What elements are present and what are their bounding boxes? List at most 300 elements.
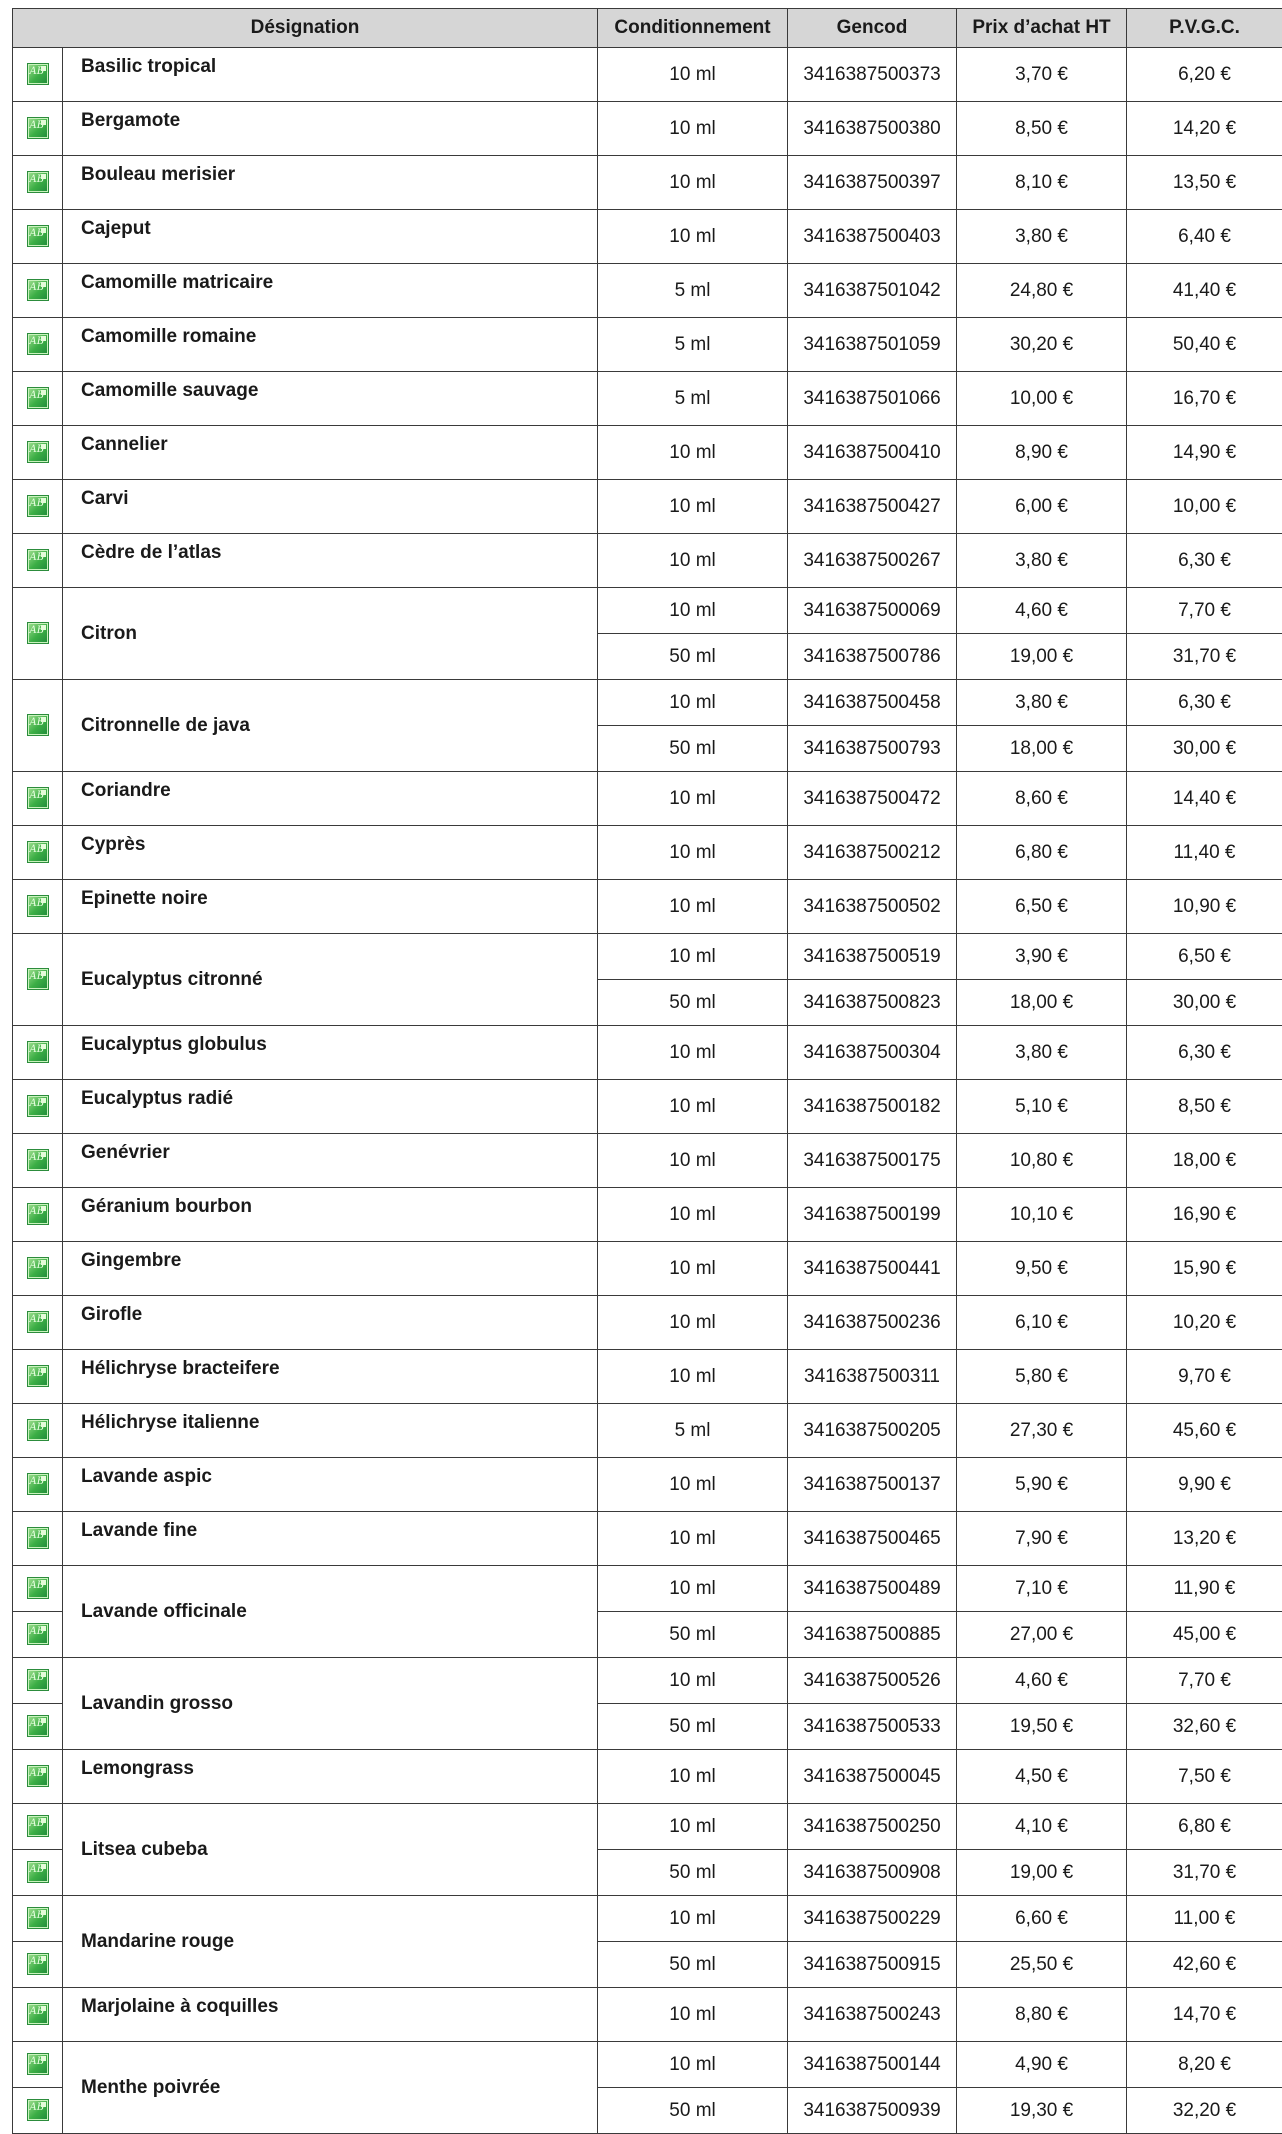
pvgc-cell: 10,90 €: [1127, 880, 1282, 934]
gencod-cell: 3416387501066: [788, 372, 957, 426]
icon-cell: [13, 1804, 63, 1850]
prix-achat-cell: 3,70 €: [957, 48, 1127, 102]
pvgc-cell: 31,70 €: [1127, 1850, 1282, 1896]
prix-achat-cell: 3,90 €: [957, 934, 1127, 980]
ab-product-icon: [27, 787, 49, 809]
conditionnement-cell: 10 ml: [598, 1512, 788, 1566]
conditionnement-cell: 50 ml: [598, 2088, 788, 2134]
table-row: [13, 588, 1282, 634]
icon-cell: [13, 1896, 63, 1942]
ab-product-icon: [27, 895, 49, 917]
pvgc-cell: 11,00 €: [1127, 1896, 1282, 1942]
product-name: Bouleau merisier: [63, 156, 598, 210]
conditionnement-cell: 50 ml: [598, 980, 788, 1026]
icon-cell: [13, 588, 63, 680]
gencod-cell: 3416387501059: [788, 318, 957, 372]
pvgc-cell: 9,70 €: [1127, 1350, 1282, 1404]
prix-achat-cell: 3,80 €: [957, 534, 1127, 588]
table-row: [13, 1566, 1282, 1612]
conditionnement-cell: 50 ml: [598, 634, 788, 680]
ab-product-icon: [27, 714, 49, 736]
prix-achat-cell: 4,60 €: [957, 1658, 1127, 1704]
prix-achat-cell: 18,00 €: [957, 980, 1127, 1026]
ab-product-icon: [27, 841, 49, 863]
prix-achat-cell: 8,80 €: [957, 1988, 1127, 2042]
pvgc-cell: 30,00 €: [1127, 726, 1282, 772]
gencod-cell: 3416387500502: [788, 880, 957, 934]
prix-achat-cell: 6,10 €: [957, 1296, 1127, 1350]
gencod-cell: 3416387500144: [788, 2042, 957, 2088]
prix-achat-cell: 19,30 €: [957, 2088, 1127, 2134]
table-row: [13, 1080, 1282, 1134]
gencod-cell: 3416387500915: [788, 1942, 957, 1988]
product-name: Lavande fine: [63, 1512, 598, 1566]
pvgc-cell: 41,40 €: [1127, 264, 1282, 318]
icon-cell: [13, 1612, 63, 1658]
icon-cell: [13, 772, 63, 826]
icon-cell: [13, 264, 63, 318]
icon-cell: [13, 1704, 63, 1750]
table-row: [13, 1242, 1282, 1296]
pvgc-cell: 42,60 €: [1127, 1942, 1282, 1988]
prix-achat-cell: 4,90 €: [957, 2042, 1127, 2088]
gencod-cell: 3416387500212: [788, 826, 957, 880]
conditionnement-cell: 10 ml: [598, 210, 788, 264]
gencod-cell: 3416387500069: [788, 588, 957, 634]
ab-product-icon: [27, 1149, 49, 1171]
product-name: Girofle: [63, 1296, 598, 1350]
gencod-cell: 3416387500793: [788, 726, 957, 772]
product-name: Cyprès: [63, 826, 598, 880]
conditionnement-cell: 10 ml: [598, 880, 788, 934]
gencod-cell: 3416387500786: [788, 634, 957, 680]
ab-product-icon: [27, 441, 49, 463]
icon-cell: [13, 1080, 63, 1134]
product-name: Lavande aspic: [63, 1458, 598, 1512]
gencod-cell: 3416387500489: [788, 1566, 957, 1612]
prix-achat-cell: 9,50 €: [957, 1242, 1127, 1296]
conditionnement-cell: 5 ml: [598, 264, 788, 318]
product-name: Cajeput: [63, 210, 598, 264]
conditionnement-cell: 10 ml: [598, 1242, 788, 1296]
table-row: [13, 48, 1282, 102]
gencod-cell: 3416387500250: [788, 1804, 957, 1850]
conditionnement-cell: 10 ml: [598, 1804, 788, 1850]
gencod-cell: 3416387500403: [788, 210, 957, 264]
pvgc-cell: 32,60 €: [1127, 1704, 1282, 1750]
prix-achat-cell: 19,00 €: [957, 1850, 1127, 1896]
pvgc-cell: 45,00 €: [1127, 1612, 1282, 1658]
gencod-cell: 3416387500304: [788, 1026, 957, 1080]
product-name: Menthe poivrée: [63, 2042, 598, 2134]
gencod-cell: 3416387500885: [788, 1612, 957, 1658]
pvgc-cell: 7,70 €: [1127, 588, 1282, 634]
icon-cell: [13, 210, 63, 264]
icon-cell: [13, 318, 63, 372]
conditionnement-cell: 10 ml: [598, 826, 788, 880]
ab-product-icon: [27, 1623, 49, 1645]
gencod-cell: 3416387500243: [788, 1988, 957, 2042]
gencod-cell: 3416387500465: [788, 1512, 957, 1566]
conditionnement-cell: 10 ml: [598, 772, 788, 826]
pvgc-cell: 6,50 €: [1127, 934, 1282, 980]
pvgc-cell: 8,50 €: [1127, 1080, 1282, 1134]
pvgc-cell: 30,00 €: [1127, 980, 1282, 1026]
prix-achat-cell: 30,20 €: [957, 318, 1127, 372]
pvgc-cell: 10,00 €: [1127, 480, 1282, 534]
conditionnement-cell: 10 ml: [598, 1988, 788, 2042]
conditionnement-cell: 10 ml: [598, 48, 788, 102]
ab-product-icon: [27, 171, 49, 193]
gencod-cell: 3416387500526: [788, 1658, 957, 1704]
gencod-cell: 3416387500175: [788, 1134, 957, 1188]
prix-achat-cell: 19,00 €: [957, 634, 1127, 680]
icon-cell: [13, 1188, 63, 1242]
conditionnement-cell: 10 ml: [598, 588, 788, 634]
icon-cell: [13, 1458, 63, 1512]
product-name: Géranium bourbon: [63, 1188, 598, 1242]
gencod-cell: 3416387500397: [788, 156, 957, 210]
table-row: [13, 1896, 1282, 1942]
icon-cell: [13, 534, 63, 588]
table-row: [13, 826, 1282, 880]
icon-cell: [13, 156, 63, 210]
gencod-cell: 3416387500229: [788, 1896, 957, 1942]
ab-product-icon: [27, 1257, 49, 1279]
product-name: Cèdre de l’atlas: [63, 534, 598, 588]
prix-achat-cell: 8,60 €: [957, 772, 1127, 826]
icon-cell: [13, 426, 63, 480]
conditionnement-cell: 50 ml: [598, 1612, 788, 1658]
table-row: [13, 1134, 1282, 1188]
gencod-cell: 3416387500472: [788, 772, 957, 826]
ab-product-icon: [27, 1815, 49, 1837]
ab-product-icon: [27, 1669, 49, 1691]
ab-product-icon: [27, 549, 49, 571]
icon-cell: [13, 1658, 63, 1704]
conditionnement-cell: 10 ml: [598, 1750, 788, 1804]
product-name: Mandarine rouge: [63, 1896, 598, 1988]
price-list-table: [12, 8, 1282, 2134]
icon-cell: [13, 826, 63, 880]
gencod-cell: 3416387500182: [788, 1080, 957, 1134]
table-row: [13, 772, 1282, 826]
pvgc-cell: 6,40 €: [1127, 210, 1282, 264]
gencod-cell: 3416387500199: [788, 1188, 957, 1242]
conditionnement-cell: 50 ml: [598, 1942, 788, 1988]
pvgc-cell: 15,90 €: [1127, 1242, 1282, 1296]
icon-cell: [13, 1026, 63, 1080]
pvgc-cell: 11,90 €: [1127, 1566, 1282, 1612]
ab-product-icon: [27, 333, 49, 355]
gencod-cell: 3416387500908: [788, 1850, 957, 1896]
prix-achat-cell: 5,90 €: [957, 1458, 1127, 1512]
conditionnement-cell: 10 ml: [598, 1350, 788, 1404]
icon-cell: [13, 1404, 63, 1458]
conditionnement-cell: 10 ml: [598, 426, 788, 480]
conditionnement-cell: 10 ml: [598, 1458, 788, 1512]
icon-cell: [13, 1350, 63, 1404]
conditionnement-cell: 10 ml: [598, 102, 788, 156]
gencod-cell: 3416387500441: [788, 1242, 957, 1296]
icon-cell: [13, 680, 63, 772]
header-prix-achat: Prix d’achat HT: [957, 9, 1127, 48]
product-name: Camomille sauvage: [63, 372, 598, 426]
icon-cell: [13, 1134, 63, 1188]
pvgc-cell: 14,40 €: [1127, 772, 1282, 826]
icon-cell: [13, 1296, 63, 1350]
ab-product-icon: [27, 63, 49, 85]
product-name: Coriandre: [63, 772, 598, 826]
table-row: [13, 934, 1282, 980]
product-name: Citron: [63, 588, 598, 680]
product-name: Eucalyptus globulus: [63, 1026, 598, 1080]
pvgc-cell: 6,30 €: [1127, 680, 1282, 726]
ab-product-icon: [27, 1473, 49, 1495]
ab-product-icon: [27, 968, 49, 990]
product-name: Genévrier: [63, 1134, 598, 1188]
gencod-cell: 3416387500311: [788, 1350, 957, 1404]
table-row: [13, 534, 1282, 588]
prix-achat-cell: 24,80 €: [957, 264, 1127, 318]
icon-cell: [13, 1850, 63, 1896]
pvgc-cell: 45,60 €: [1127, 1404, 1282, 1458]
ab-product-icon: [27, 225, 49, 247]
ab-product-icon: [27, 2053, 49, 2075]
icon-cell: [13, 2088, 63, 2134]
pvgc-cell: 32,20 €: [1127, 2088, 1282, 2134]
ab-product-icon: [27, 2003, 49, 2025]
product-name: Carvi: [63, 480, 598, 534]
gencod-cell: 3416387500939: [788, 2088, 957, 2134]
prix-achat-cell: 8,50 €: [957, 102, 1127, 156]
conditionnement-cell: 5 ml: [598, 372, 788, 426]
table-row: [13, 1404, 1282, 1458]
header-designation: Désignation: [13, 9, 598, 48]
ab-product-icon: [27, 1419, 49, 1441]
header-pvgc: P.V.G.C.: [1127, 9, 1282, 48]
table-row: [13, 1750, 1282, 1804]
ab-product-icon: [27, 117, 49, 139]
gencod-cell: 3416387500373: [788, 48, 957, 102]
gencod-cell: 3416387500137: [788, 1458, 957, 1512]
product-name: Marjolaine à coquilles: [63, 1988, 598, 2042]
pvgc-cell: 16,70 €: [1127, 372, 1282, 426]
ab-product-icon: [27, 495, 49, 517]
pvgc-cell: 11,40 €: [1127, 826, 1282, 880]
icon-cell: [13, 1750, 63, 1804]
icon-cell: [13, 372, 63, 426]
prix-achat-cell: 27,00 €: [957, 1612, 1127, 1658]
ab-product-icon: [27, 2099, 49, 2121]
icon-cell: [13, 1988, 63, 2042]
prix-achat-cell: 6,80 €: [957, 826, 1127, 880]
pvgc-cell: 13,50 €: [1127, 156, 1282, 210]
table-row: [13, 1026, 1282, 1080]
conditionnement-cell: 10 ml: [598, 1658, 788, 1704]
table-row: [13, 372, 1282, 426]
gencod-cell: 3416387500236: [788, 1296, 957, 1350]
product-name: Gingembre: [63, 1242, 598, 1296]
pvgc-cell: 10,20 €: [1127, 1296, 1282, 1350]
ab-product-icon: [27, 1577, 49, 1599]
ab-product-icon: [27, 1527, 49, 1549]
conditionnement-cell: 10 ml: [598, 1188, 788, 1242]
pvgc-cell: 8,20 €: [1127, 2042, 1282, 2088]
ab-product-icon: [27, 1041, 49, 1063]
product-name: Camomille romaine: [63, 318, 598, 372]
gencod-cell: 3416387500458: [788, 680, 957, 726]
prix-achat-cell: 3,80 €: [957, 210, 1127, 264]
gencod-cell: 3416387500519: [788, 934, 957, 980]
pvgc-cell: 6,80 €: [1127, 1804, 1282, 1850]
ab-product-icon: [27, 1953, 49, 1975]
conditionnement-cell: 10 ml: [598, 934, 788, 980]
table-row: [13, 318, 1282, 372]
table-row: [13, 210, 1282, 264]
conditionnement-cell: 10 ml: [598, 680, 788, 726]
conditionnement-cell: 10 ml: [598, 1896, 788, 1942]
prix-achat-cell: 6,60 €: [957, 1896, 1127, 1942]
table-header-row: [13, 9, 1282, 48]
product-name: Eucalyptus citronné: [63, 934, 598, 1026]
table-row: [13, 480, 1282, 534]
conditionnement-cell: 10 ml: [598, 534, 788, 588]
prix-achat-cell: 19,50 €: [957, 1704, 1127, 1750]
prix-achat-cell: 27,30 €: [957, 1404, 1127, 1458]
conditionnement-cell: 10 ml: [598, 1566, 788, 1612]
conditionnement-cell: 5 ml: [598, 318, 788, 372]
product-name: Litsea cubeba: [63, 1804, 598, 1896]
ab-product-icon: [27, 1765, 49, 1787]
conditionnement-cell: 50 ml: [598, 1850, 788, 1896]
icon-cell: [13, 2042, 63, 2088]
icon-cell: [13, 48, 63, 102]
icon-cell: [13, 1512, 63, 1566]
conditionnement-cell: 10 ml: [598, 1134, 788, 1188]
ab-product-icon: [27, 1311, 49, 1333]
prix-achat-cell: 7,10 €: [957, 1566, 1127, 1612]
table-body: [13, 48, 1282, 2134]
gencod-cell: 3416387500410: [788, 426, 957, 480]
prix-achat-cell: 6,50 €: [957, 880, 1127, 934]
table-row: [13, 102, 1282, 156]
gencod-cell: 3416387500427: [788, 480, 957, 534]
product-name: Lemongrass: [63, 1750, 598, 1804]
ab-product-icon: [27, 387, 49, 409]
prix-achat-cell: 3,80 €: [957, 1026, 1127, 1080]
product-name: Camomille matricaire: [63, 264, 598, 318]
product-name: Citronnelle de java: [63, 680, 598, 772]
pvgc-cell: 13,20 €: [1127, 1512, 1282, 1566]
table-row: [13, 2042, 1282, 2088]
prix-achat-cell: 25,50 €: [957, 1942, 1127, 1988]
table-row: [13, 156, 1282, 210]
conditionnement-cell: 10 ml: [598, 156, 788, 210]
ab-product-icon: [27, 1861, 49, 1883]
product-name: Lavandin grosso: [63, 1658, 598, 1750]
conditionnement-cell: 10 ml: [598, 1026, 788, 1080]
product-name: Basilic tropical: [63, 48, 598, 102]
gencod-cell: 3416387500267: [788, 534, 957, 588]
table-row: [13, 264, 1282, 318]
pvgc-cell: 7,50 €: [1127, 1750, 1282, 1804]
prix-achat-cell: 4,50 €: [957, 1750, 1127, 1804]
prix-achat-cell: 8,90 €: [957, 426, 1127, 480]
table-row: [13, 880, 1282, 934]
conditionnement-cell: 50 ml: [598, 1704, 788, 1750]
prix-achat-cell: 5,80 €: [957, 1350, 1127, 1404]
icon-cell: [13, 1566, 63, 1612]
pvgc-cell: 6,30 €: [1127, 534, 1282, 588]
pvgc-cell: 14,20 €: [1127, 102, 1282, 156]
prix-achat-cell: 5,10 €: [957, 1080, 1127, 1134]
conditionnement-cell: 5 ml: [598, 1404, 788, 1458]
table-row: [13, 1458, 1282, 1512]
pvgc-cell: 9,90 €: [1127, 1458, 1282, 1512]
pvgc-cell: 50,40 €: [1127, 318, 1282, 372]
product-name: Eucalyptus radié: [63, 1080, 598, 1134]
pvgc-cell: 31,70 €: [1127, 634, 1282, 680]
product-name: Lavande officinale: [63, 1566, 598, 1658]
table-row: [13, 426, 1282, 480]
icon-cell: [13, 1942, 63, 1988]
table-row: [13, 680, 1282, 726]
gencod-cell: 3416387500823: [788, 980, 957, 1026]
icon-cell: [13, 480, 63, 534]
prix-achat-cell: 18,00 €: [957, 726, 1127, 772]
pvgc-cell: 14,70 €: [1127, 1988, 1282, 2042]
product-name: Hélichryse bracteifere: [63, 1350, 598, 1404]
pvgc-cell: 14,90 €: [1127, 426, 1282, 480]
prix-achat-cell: 10,10 €: [957, 1188, 1127, 1242]
icon-cell: [13, 1242, 63, 1296]
ab-product-icon: [27, 622, 49, 644]
gencod-cell: 3416387501042: [788, 264, 957, 318]
prix-achat-cell: 10,80 €: [957, 1134, 1127, 1188]
conditionnement-cell: 10 ml: [598, 480, 788, 534]
ab-product-icon: [27, 1715, 49, 1737]
ab-product-icon: [27, 1095, 49, 1117]
table-row: [13, 1350, 1282, 1404]
pvgc-cell: 7,70 €: [1127, 1658, 1282, 1704]
product-name: Cannelier: [63, 426, 598, 480]
ab-product-icon: [27, 1365, 49, 1387]
pvgc-cell: 6,30 €: [1127, 1026, 1282, 1080]
table-row: [13, 1988, 1282, 2042]
product-name: Bergamote: [63, 102, 598, 156]
conditionnement-cell: 10 ml: [598, 1296, 788, 1350]
icon-cell: [13, 102, 63, 156]
table-row: [13, 1188, 1282, 1242]
gencod-cell: 3416387500533: [788, 1704, 957, 1750]
table-row: [13, 1296, 1282, 1350]
ab-product-icon: [27, 1203, 49, 1225]
ab-product-icon: [27, 1907, 49, 1929]
icon-cell: [13, 880, 63, 934]
table-row: [13, 1512, 1282, 1566]
pvgc-cell: 6,20 €: [1127, 48, 1282, 102]
prix-achat-cell: 4,10 €: [957, 1804, 1127, 1850]
prix-achat-cell: 6,00 €: [957, 480, 1127, 534]
product-name: Hélichryse italienne: [63, 1404, 598, 1458]
prix-achat-cell: 3,80 €: [957, 680, 1127, 726]
prix-achat-cell: 8,10 €: [957, 156, 1127, 210]
prix-achat-cell: 10,00 €: [957, 372, 1127, 426]
ab-product-icon: [27, 279, 49, 301]
conditionnement-cell: 10 ml: [598, 2042, 788, 2088]
icon-cell: [13, 934, 63, 1026]
